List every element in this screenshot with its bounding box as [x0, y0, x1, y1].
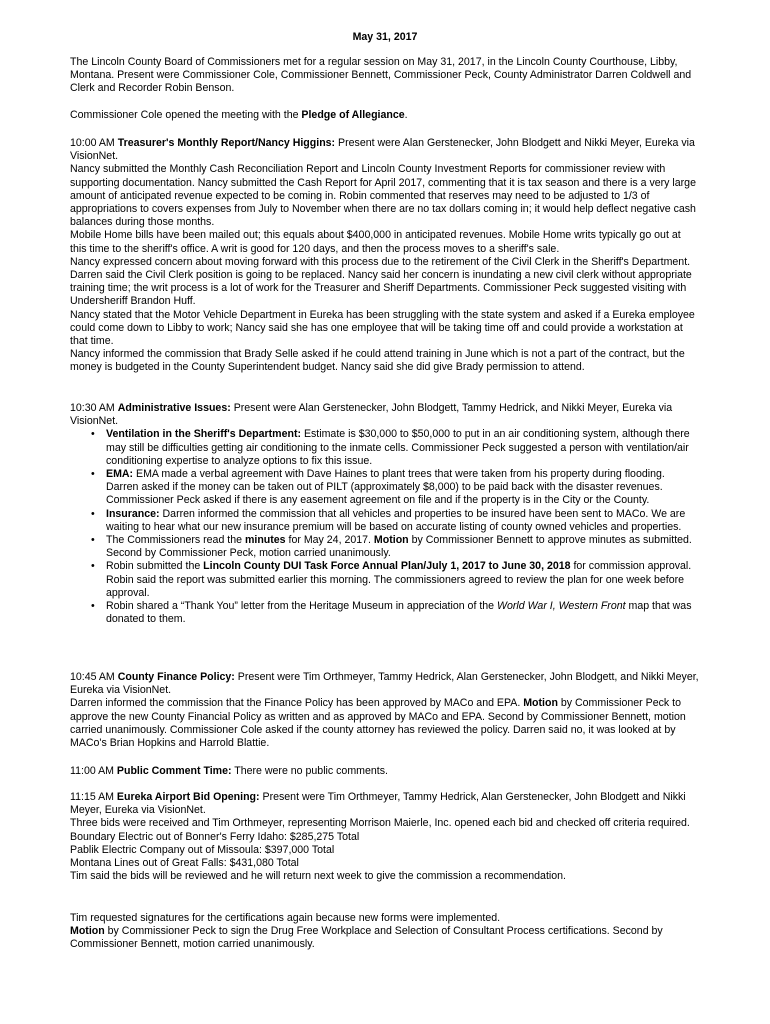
treasurer-paragraph: Nancy submitted the Monthly Cash Reconciliation Report and Lincoln County Investment Reports for commissioner review with supporting documentation. Nancy submitted the Cash Report for April 2017, commenting that it is tax season and there is a very large amount of anticipated revenue expected to be coming in. Robin commented that reserves may need to be adjusted to 1/3 of appropriations to covers expenses from July to November when there are no tax dollars coming in; it would help deflect negative cash balances during those months. [70, 163, 696, 229]
signatures-paragraph: Tim requested signatures for the certifications again because new forms were implemented. [70, 912, 501, 924]
bullet-bold: Insurance: [106, 507, 160, 520]
bullet-bold: minutes [244, 534, 286, 547]
admin-section [70, 402, 700, 626]
airport-title: Eureka Airport Bid Opening: [116, 791, 260, 803]
airport-time: 11:15 AM [70, 791, 117, 803]
intro-paragraph: The Lincoln County Board of Commissioners met for a regular session on May 31, 2017, in the Lincoln County Courthouse, Libby, Montana. Present were Commissioner Cole, Commissioner Bennett, Commissioner Peck, County Administrator Darren Coldwell and Clerk and Recorder Robin Benson. [70, 56, 692, 95]
bullet-text: map that was donated to them. [106, 600, 692, 626]
bullet-bold: Lincoln County DUI Task Force Annual Plan/July 1, 2017 to June 30, 2018 [203, 560, 571, 573]
airport-paragraph: Tim said the bids will be reviewed and he will return next week to give the commission a recommendation. [70, 870, 566, 883]
airport-attendees: Present were Tim Orthmeyer, Tammy Hedrick, Alan Gerstenecker, John Blodgett and Nikki Meyer, Eureka via VisionNet. [70, 791, 686, 817]
bullet-item-insurance [70, 508, 700, 534]
intro-section [70, 56, 700, 96]
bullet-text: EMA made a verbal agreement with Dave Haines to plant trees that were taken from his property during flooding. Darren asked if the money can be taken out of PILT (approximately $8,000) to be paid back with the disaster revenues. Commissioner Peck asked if there is any easement agreement on file and if the property is in the City or the County. [106, 468, 665, 507]
treasurer-attendees: Present were Alan Gerstenecker, John Blodgett and Nikki Meyer, Eureka via VisionNet. [70, 137, 695, 163]
meeting-date: May 31, 2017 [352, 31, 418, 43]
treasurer-paragraph: Nancy informed the commission that Brady Selle asked if he could attend training in June which is not a part of the contract, but the money is budgeted in the County Superintendent budget. Nancy said she did give Brady permission to attend. [70, 348, 685, 374]
comment-title: Public Comment Time: [116, 765, 232, 777]
bid-line: Pablik Electric Company out of Missoula: $397,000 Total [70, 843, 335, 856]
treasurer-header [70, 137, 700, 163]
finance-text: Darren informed the commission that the Finance Policy has been approved by MACo and EPA. [70, 697, 524, 710]
admin-header [70, 402, 700, 428]
signatures-section [70, 912, 700, 952]
pledge-text: Commissioner Cole opened the meeting with the [70, 109, 302, 121]
admin-bullet-list [70, 428, 700, 626]
bid-line: Montana Lines out of Great Falls: $431,080 Total [70, 857, 299, 870]
finance-text: by Commissioner Peck to approve the new County Financial Policy as written and as approved by MACo and EPA. Second by Commissioner Bennett, motion carried unanimously. Commissioner Cole asked if the county attorney has reviewed the policy. Darren said no, it was looked at by MACo's Brian Hopkins and Harrold Blattie. [70, 697, 686, 750]
bullet-text: for commission approval. Robin said the report was submitted earlier this morning. The commissioners agreed to review the plan for one week before approval. [106, 560, 692, 599]
comment-text: There were no public comments. [231, 765, 388, 777]
finance-time: 10:45 AM [70, 671, 118, 683]
bullet-item-dui-plan [70, 560, 700, 600]
bullet-text: for May 24, 2017. [285, 534, 374, 547]
airport-paragraph: Three bids were received and Tim Orthmeyer, representing Morrison Maierle, Inc. opened each bid and checked off criteria required. [70, 817, 690, 830]
finance-motion: Motion [523, 697, 558, 710]
finance-title: County Finance Policy: [117, 671, 235, 683]
pledge-bold: Pledge of Allegiance [301, 109, 405, 121]
signatures-motion: Motion [70, 925, 105, 938]
bullet-bold: Ventilation in the Sheriff's Department: [106, 428, 301, 441]
bullet-text: Robin shared a “Thank You” letter from the Heritage Museum in appreciation of the [106, 600, 498, 613]
bullet-item-minutes [70, 534, 700, 560]
comment-paragraph [70, 765, 700, 778]
pledge-section [70, 109, 700, 122]
comment-time: 11:00 AM [70, 765, 117, 777]
finance-section [70, 671, 700, 750]
treasurer-paragraph: Mobile Home bills have been mailed out; this equals about $400,000 in anticipated revenues. Mobile Home writs typically go out at this time to the sheriff's office. A writ is good for 120 days, and then the process moves to a sheriff's sale. [70, 229, 681, 255]
bullet-text: Estimate is $30,000 to $50,000 to put in an air conditioning system, although there may still be difficulties getting air conditioning to the inmate cells. Commissioner Peck suggested a person with ventilation/air conditioning expertise to analyze options to fix this issue. [106, 428, 690, 467]
bullet-item-ema [70, 468, 700, 508]
treasurer-paragraph: Nancy expressed concern about moving forward with this process due to the retirement of the Civil Clerk in the Sheriff's Department. Darren said the Civil Clerk position is going to be replaced. Nancy said her concern is inundating a new civil clerk without appropriate training time; the writ process is a lot of work for the Treasurer and Sheriff Departments. Commissioner Peck suggested visiting with Undersheriff Brandon Huff. [70, 255, 692, 308]
treasurer-time: 10:00 AM [70, 137, 118, 149]
bullet-text: Darren informed the commission that all vehicles and properties to be insured have been sent to MACo. We are waiting to hear what our new insurance premium will be based on accurate listing of county owned vehicles and properties. [106, 507, 686, 533]
bid-line: Boundary Electric out of Bonner's Ferry Idaho: $285,275 Total [70, 830, 360, 843]
bullet-text: Robin submitted the [106, 560, 204, 573]
finance-header [70, 671, 700, 697]
treasurer-section [70, 137, 700, 375]
bullet-bold: Motion [373, 534, 409, 547]
finance-attendees: Present were Tim Orthmeyer, Tammy Hedrick, Alan Gerstenecker, John Blodgett, and Nikki Meyer, Eureka via VisionNet. [70, 671, 699, 697]
bullet-text: The Commissioners read the [106, 534, 245, 547]
bullet-italic: World War I, Western Front [497, 600, 626, 613]
signatures-motion-paragraph [70, 925, 700, 951]
admin-attendees: Present were Alan Gerstenecker, John Blodgett, Tammy Hedrick, and Nikki Meyer, Eureka via VisionNet. [70, 402, 673, 428]
bullet-item-thank-you [70, 600, 700, 626]
bullet-item-ventilation [70, 428, 700, 468]
airport-header [70, 791, 700, 817]
finance-paragraph [70, 697, 700, 750]
bullet-bold: EMA: [106, 468, 134, 481]
comment-section [70, 765, 700, 778]
admin-time: 10:30 AM [70, 402, 118, 414]
admin-title: Administrative Issues: [117, 402, 231, 414]
pledge-end: . [404, 109, 408, 121]
pledge-paragraph [70, 109, 700, 122]
treasurer-paragraph: Nancy stated that the Motor Vehicle Department in Eureka has been struggling with the state system and asked if a Eureka employee could come down to Libby to work; Nancy said she has one employee that will be taking time off and could provide a workstation at that time. [70, 308, 695, 348]
treasurer-title: Treasurer's Monthly Report/Nancy Higgins: [117, 137, 336, 149]
bullet-text: by Commissioner Bennett to approve minutes as submitted. Second by Commissioner Peck, motion carried unanimously. [106, 534, 692, 560]
signatures-text: by Commissioner Peck to sign the Drug Free Workplace and Selection of Consultant Process certifications. Second by Commissioner Bennett, motion carried unanimously. [70, 925, 663, 951]
airport-section [70, 791, 700, 883]
